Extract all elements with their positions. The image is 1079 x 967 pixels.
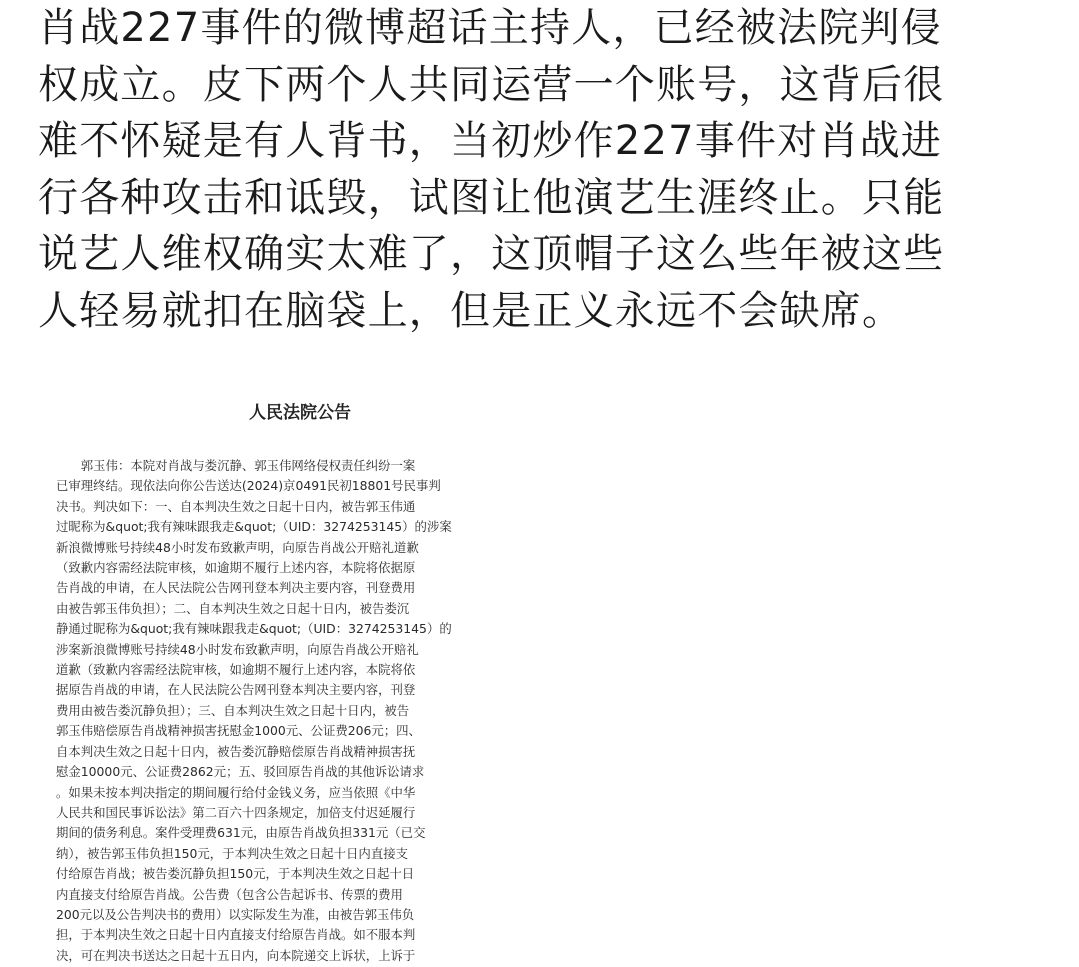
post-body-text: [38, 0, 1048, 339]
notice-body: [56, 456, 540, 966]
notice-text-line: 郭玉伟：本院对肖战与娄沉静、郭玉伟网络侵权责任纠纷一案: [56, 458, 416, 473]
notice-text-line: 道歉（致歉内容需经法院审核，如逾期不履行上述内容，本院将依: [56, 662, 416, 678]
notice-text-line: （致歉内容需经法院审核，如逾期不履行上述内容，本院将依据原: [56, 560, 416, 576]
post-text-line: 难不怀疑是有人背书，当初炒作227事件对肖战进: [38, 118, 942, 164]
post-text-line: 人轻易就扣在脑袋上，但是正义永远不会缺席。: [38, 287, 904, 334]
post-text-line: 行各种攻击和诋毁，试图让他演艺生涯终止。只能: [38, 174, 945, 221]
notice-text-line: 新浪微博账号持续48小时发布致歉声明，向原告肖战公开赔礼道歉: [56, 539, 419, 555]
notice-text-line: 已审理终结。现依法向你公告送达(2024)京0491民初18801号民事判: [56, 478, 441, 494]
notice-text-line: 告肖战的申请，在人民法院公告网刊登本判决主要内容，刊登费用: [56, 580, 416, 596]
notice-text-line: 费用由被告娄沉静负担）；三、自本判决生效之日起十日内，被告: [56, 702, 410, 718]
notice-text-line: 。如果未按本判决指定的期间履行给付金钱义务，应当依照《中华: [56, 784, 416, 800]
post-text-line: 肖战227事件的微博超话主持人，已经被法院判侵: [38, 5, 942, 51]
notice-text-line: 决书。判决如下：一、自本判决生效之日起十日内，被告郭玉伟通: [56, 498, 416, 514]
notice-text-line: 200元以及公告判决书的费用）以实际发生为准，由被告郭玉伟负: [56, 906, 415, 922]
notice-title: 人民法院公告: [249, 403, 351, 423]
notice-text-line: 过昵称为&quot;我有辣味跟我走&quot;（UID：3274253145）的涉案: [56, 519, 452, 535]
notice-text-line: 郭玉伟赔偿原告肖战精神损害抚慰金1000元、公证费206元；四、: [56, 723, 421, 739]
notice-text-line: 由被告郭玉伟负担）；二、自本判决生效之日起十日内，被告娄沉: [56, 600, 410, 616]
court-notice-image[interactable]: [40, 392, 540, 967]
notice-text-line: 纳），被告郭玉伟负担150元，于本判决生效之日起十日内直接支: [56, 845, 408, 861]
notice-text-line: 据原告肖战的申请，在人民法院公告网刊登本判决主要内容，刊登: [56, 682, 416, 698]
post-text-line: 权成立。皮下两个人共同运营一个账号，这背后很: [38, 61, 945, 108]
notice-text-line: 内直接支付给原告肖战。公告费（包含公告起诉书、传票的费用: [56, 886, 403, 902]
notice-text-line: 慰金10000元、公证费2862元；五、驳回原告肖战的其他诉讼请求: [56, 764, 425, 780]
notice-text-line: 期间的债务利息。案件受理费631元，由原告肖战负担331元（已交: [56, 825, 426, 841]
notice-text-line: 决，可在判决书送达之日起十五日内，向本院递交上诉状，上诉于: [56, 947, 416, 963]
notice-text-line: 自本判决生效之日起十日内，被告娄沉静赔偿原告肖战精神损害抚: [56, 743, 416, 759]
notice-text-line: 付给原告肖战；被告娄沉静负担150元，于本判决生效之日起十日: [56, 866, 415, 882]
notice-text-line: 静通过昵称为&quot;我有辣味跟我走&quot;（UID：3274253145）的: [56, 621, 452, 637]
notice-text-line: 涉案新浪微博账号持续48小时发布致歉声明，向原告肖战公开赔礼: [56, 641, 419, 657]
notice-text-line: 人民共和国民事诉讼法》第二百六十四条规定，加倍支付迟延履行: [56, 804, 416, 820]
post-text-line: 说艺人维权确实太难了，这顶帽子这么些年被这些: [38, 231, 945, 277]
notice-text-line: 担，于本判决生效之日起十日内直接支付给原告肖战。如不服本判: [56, 927, 416, 943]
